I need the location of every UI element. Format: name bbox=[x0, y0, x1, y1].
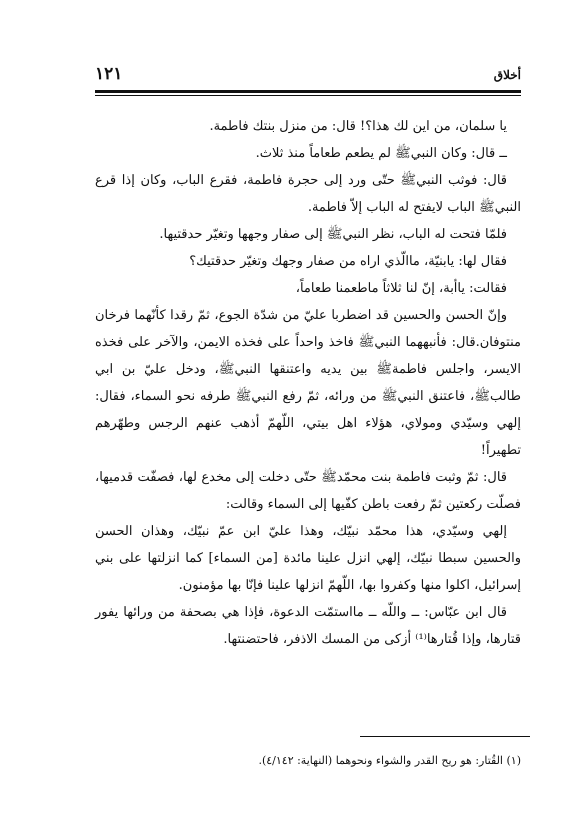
header-rule-thick bbox=[95, 90, 521, 93]
paragraph: فلمّا فتحت له الباب، نظر النبيﷺ إلى صفار وجهها وتغيّر حدقتيها. bbox=[159, 227, 507, 242]
paragraph: قال: ثمّ وثبت فاطمة بنت محمّدﷺ حتّى دخلت إلى مخدع لها، فصفّت قدميها، فصلّت ركعتين ثمّ رفعت باطن كفّيها إلى السماء وقالت: bbox=[95, 470, 521, 512]
paragraph: إلهي وسيّدي، هذا محمّد نبيّك، وهذا عليّ ابن عمّ نبيّك، وهذان الحسن والحسين سبطا نبيّك، إلهي انزل علينا مائدة [من السماء] كما انزلتها على بني إسرائيل، اكلوا منها وكفروا بها، اللّهمّ انزلها علينا فإنّا بها مؤمنون. bbox=[95, 524, 521, 593]
paragraph: فقالت: ياأبة، إنّ لنا ثلاثاً ماطعمنا طعاماً، bbox=[295, 281, 507, 296]
paragraph: يا سلمان، من اين لك هذا؟! قال: من منزل بنتك فاطمة. bbox=[209, 119, 507, 134]
page-header bbox=[95, 58, 521, 88]
footnote: (١) القُتار: هو ريح القدر والشواء ونحوهما (النهاية: ٤/١٤٢). bbox=[258, 754, 521, 767]
running-head: أخلاق bbox=[493, 68, 521, 82]
footnote-rule bbox=[360, 736, 530, 737]
paragraph: وإنّ الحسن والحسين قد اضطربا عليّ من شدّة الجوع، ثمّ رقدا كأنّهما فرخان منتوفان.قال: فأنبههما النبيﷺ فاخذ واحداً على فخذه الايمن، والآخر على فخذه الايسر، واجلس فاطمةﷺ بين يديه واعتنقها النبيﷺ، ودخل عليّ بن ابي طالبﷺ، فاعتنق النبيﷺ من ورائه، ثمّ رفع النبيﷺ طرفه نحو السماء، فقال: إلهي وسيّدي ومولاي، هؤلاء اهل بيتي، اللّهمّ أذهب عنهم الرجس وطهّرهم تطهيراً! bbox=[95, 308, 521, 458]
paragraph: قال: فوثب النبيﷺ حتّى ورد إلى حجرة فاطمة، فقرع الباب، وكان إذا قرع النبيﷺ الباب لايفتح له الباب إلاّ فاطمة. bbox=[95, 173, 521, 215]
page-number: ١٢١ bbox=[95, 64, 123, 84]
header-rule-thin bbox=[95, 95, 521, 96]
body-text bbox=[95, 113, 521, 653]
paragraph: قال ابن عبّاس: ــ واللّه ــ مااستمّت الدعوة، فإذا هي بصحفة من ورائها يفور قتارها، وإذا قُتارها⁽¹⁾ أزكى من المسك الاذفر، فاحتضنتها. bbox=[95, 605, 521, 647]
paragraph: ــ قال: وكان النبيﷺ لم يطعم طعاماً منذ ثلاث. bbox=[255, 146, 507, 161]
paragraph: فقال لها: يابنيّة، ماالّذي اراه من صفار وجهك وتغيّر حدقتيك؟ bbox=[189, 254, 507, 269]
